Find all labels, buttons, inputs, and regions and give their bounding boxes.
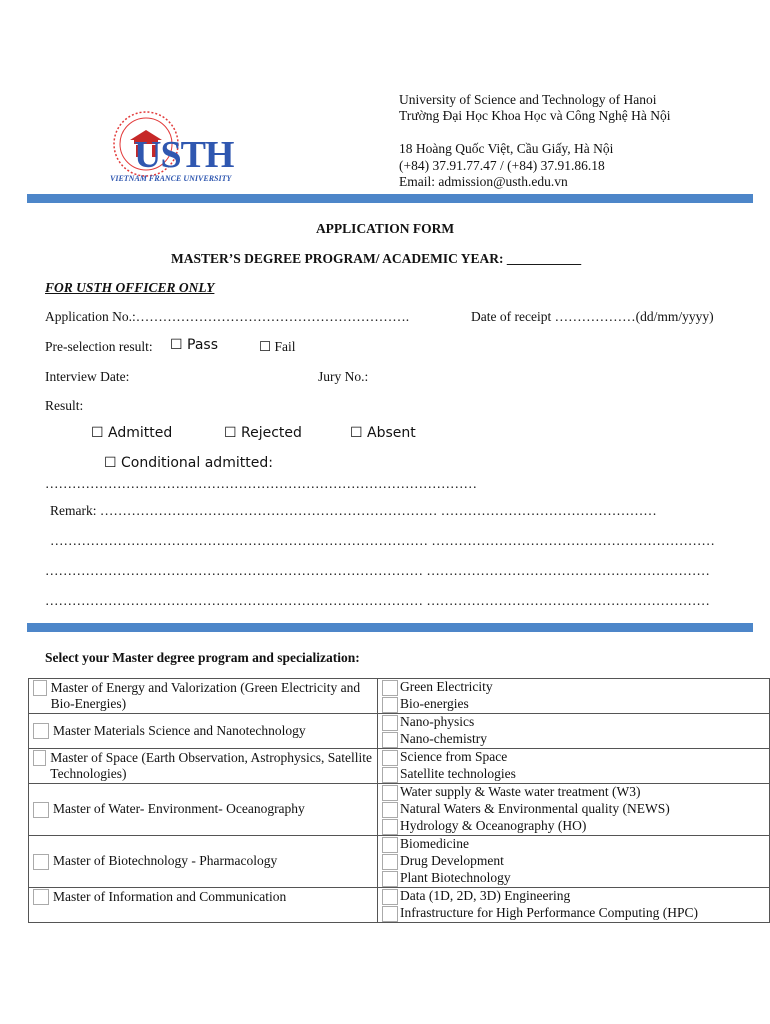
form-title: APPLICATION FORM (315, 221, 455, 236)
spec-checkbox[interactable] (382, 837, 398, 853)
rejected-checkbox[interactable]: ☐ Rejected (224, 425, 302, 441)
admitted-checkbox[interactable]: ☐ Admitted (91, 425, 173, 441)
spec-checkbox[interactable] (382, 889, 398, 905)
spec-checkbox[interactable] (382, 750, 398, 766)
spec-name: Water supply & Waste water treatment (W3) (400, 784, 641, 800)
table-row (29, 679, 770, 714)
table-row (29, 784, 770, 836)
program-checkbox[interactable] (33, 802, 49, 818)
spec-name: Infrastructure for High Performance Computing (HPC) (400, 905, 699, 921)
preselection-label: Pre-selection result: (45, 339, 153, 354)
spec-name: Nano-physics (400, 714, 475, 730)
spec-name: Science from Space (400, 749, 508, 765)
program-name: Master of Water- Environment- Oceanography (53, 801, 305, 817)
program-checkbox[interactable] (33, 750, 46, 766)
officer-heading: FOR USTH OFFICER ONLY (45, 280, 215, 295)
spec-name: Natural Waters & Environmental quality (NEWS) (400, 801, 670, 817)
spec-name: Plant Biotechnology (400, 870, 511, 886)
spec-name: Nano-chemistry (400, 731, 487, 747)
program-checkbox[interactable] (33, 889, 49, 905)
phone: (+84) 37.91.77.47 / (+84) 37.91.86.18 (399, 158, 605, 173)
spec-name: Bio-energies (400, 696, 469, 712)
remark-line: Remark: ………………………………………………………………… ………………………………………… (50, 503, 657, 518)
spec-checkbox[interactable] (382, 767, 398, 783)
program-name: Master of Space (Earth Observation, Astrophysics, Satellite Technologies) (50, 749, 372, 781)
selection-heading: Select your Master degree program and specialization: (45, 650, 360, 665)
program-checkbox[interactable] (33, 723, 49, 739)
spec-name: Satellite technologies (400, 766, 516, 782)
spec-checkbox[interactable] (382, 715, 398, 731)
remark-line-4: ………………………………………………………………………… ……………………………………………………… (45, 593, 710, 608)
address: 18 Hoàng Quốc Việt, Cầu Giấy, Hà Nội (399, 141, 614, 156)
program-line: MASTER’S DEGREE PROGRAM/ ACADEMIC YEAR: ___________ (171, 251, 582, 266)
spec-checkbox[interactable] (382, 732, 398, 748)
email: Email: admission@usth.edu.vn (399, 174, 568, 189)
conditional-admitted-checkbox[interactable]: ☐ Conditional admitted: (104, 455, 273, 471)
table-row (29, 888, 770, 923)
program-name: Master Materials Science and Nanotechnology (53, 722, 306, 738)
program-name: Master of Information and Communication (53, 889, 287, 904)
top-divider (27, 194, 753, 203)
spec-name: Data (1D, 2D, 3D) Engineering (400, 888, 571, 904)
spec-name: Green Electricity (400, 679, 493, 695)
fail-checkbox[interactable]: ☐ Fail (259, 339, 296, 354)
middle-divider (27, 623, 753, 632)
spec-checkbox[interactable] (382, 854, 398, 870)
spec-checkbox[interactable] (382, 680, 398, 696)
spec-name: Hydrology & Oceanography (HO) (400, 818, 587, 834)
logo-wordmark: USTH (134, 134, 234, 176)
table-row (29, 749, 770, 784)
spec-checkbox[interactable] (382, 906, 398, 922)
program-table (28, 678, 770, 923)
university-name-en: University of Science and Technology of Hanoi (399, 92, 657, 107)
result-label: Result: (45, 398, 84, 413)
remark-line-3: ………………………………………………………………………… ……………………………………………………… (45, 563, 710, 578)
program-name: Master of Energy and Valorization (Green Electricity and Bio-Energies) (50, 679, 361, 711)
remark-line-2: ………………………………………………………………………… ……………………………………………………… (50, 533, 715, 548)
spec-checkbox[interactable] (382, 697, 398, 713)
program-checkbox[interactable] (33, 854, 49, 870)
table-row (29, 836, 770, 888)
absent-checkbox[interactable]: ☐ Absent (350, 425, 416, 441)
date-of-receipt: Date of receipt ………………(dd/mm/yyyy) (471, 309, 714, 324)
interview-date-label: Interview Date: (45, 369, 130, 384)
jury-number-label: Jury No.: (318, 369, 369, 384)
spec-name: Drug Development (400, 853, 504, 869)
spec-checkbox[interactable] (382, 819, 398, 835)
dotted-line: …………………………………………………………………………………… (45, 476, 477, 491)
spec-name: Biomedicine (400, 836, 469, 852)
spec-checkbox[interactable] (382, 785, 398, 801)
pass-checkbox[interactable]: ☐ Pass (170, 337, 218, 353)
logo-subtitle: VIETNAM FRANCE UNIVERSITY (110, 174, 232, 183)
program-checkbox[interactable] (33, 680, 47, 696)
spec-checkbox[interactable] (382, 802, 398, 818)
university-name-vi: Trường Đại Học Khoa Học và Công Nghệ Hà Nội (399, 108, 671, 123)
table-row (29, 714, 770, 749)
program-name: Master of Biotechnology - Pharmacology (53, 853, 278, 869)
application-number: Application No.:……………………………………………………. (45, 309, 410, 324)
spec-checkbox[interactable] (382, 871, 398, 887)
